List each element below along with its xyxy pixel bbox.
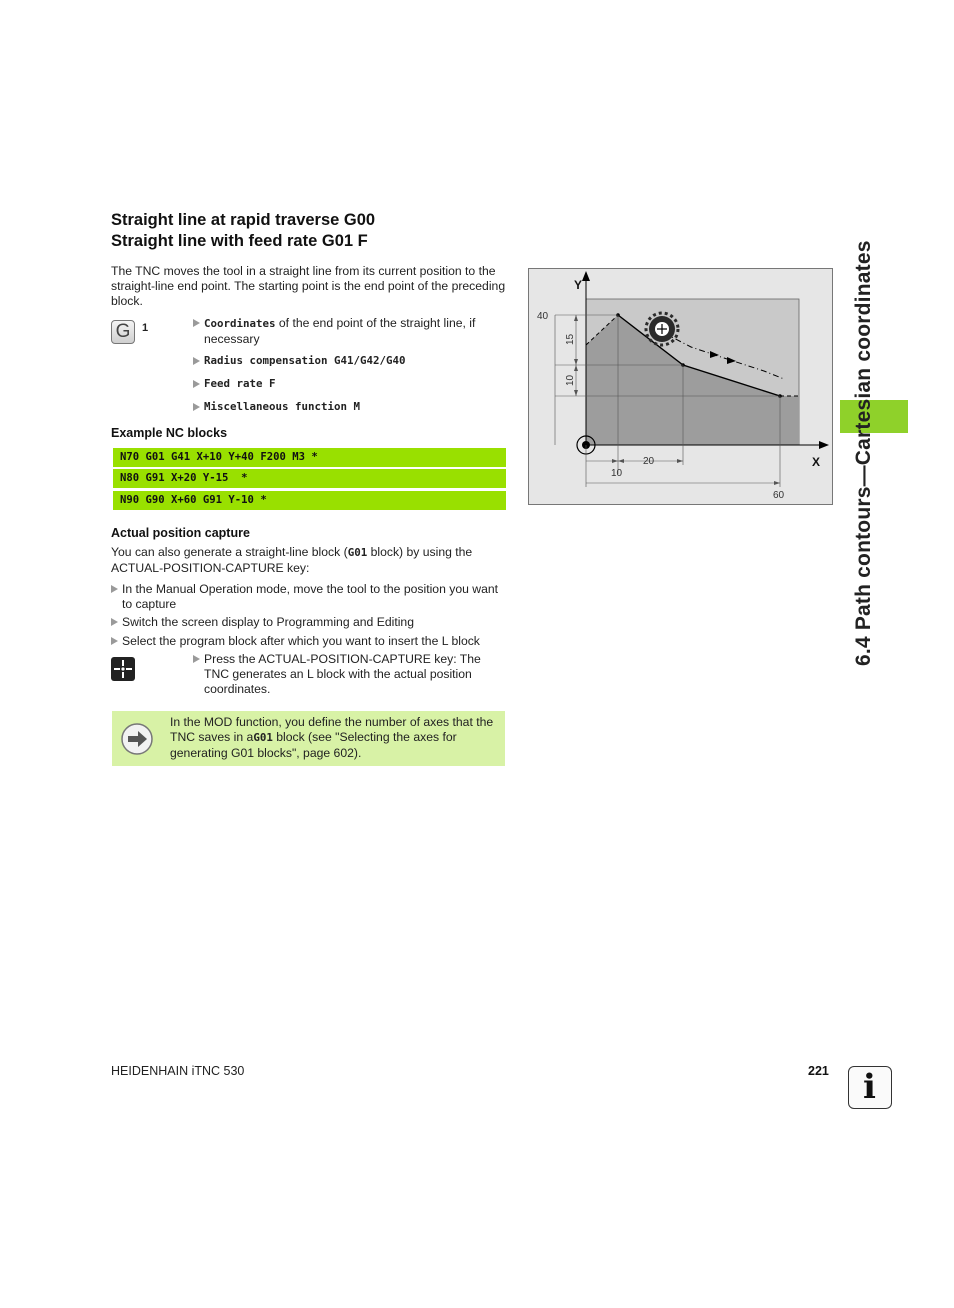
dim-60: 60 (773, 490, 785, 501)
bullet-arrow-icon (193, 403, 200, 411)
param-code: Radius compensation G41/G42/G40 (204, 354, 406, 367)
actual-position-capture-key-icon (111, 657, 135, 681)
note-box (112, 711, 505, 766)
note-text-code: G01 (253, 730, 273, 744)
capture-step (111, 634, 521, 649)
footer-product: HEIDENHAIN iTNC 530 (111, 1064, 245, 1078)
param-misc-function (193, 400, 360, 415)
param-radius-compensation (193, 354, 406, 369)
capture-key-step (193, 652, 498, 696)
capture-heading: Actual position capture (111, 526, 250, 540)
param-code: Coordinates (204, 317, 276, 330)
bullet-arrow-icon (111, 618, 118, 626)
param-text: of the end point of the straight line, if necessary (204, 316, 476, 346)
example-heading: Example NC blocks (111, 426, 228, 440)
capture-intro (111, 545, 506, 576)
dim-10-vertical: 10 (565, 374, 576, 386)
nc-block: N90 G90 X+60 G91 Y-10 * (113, 491, 506, 510)
param-code: Miscellaneous function M (204, 400, 361, 413)
capture-key-step-text: Press the ACTUAL-POSITION-CAPTURE key: The TNC generates an L block with the actual position coordinates. (204, 652, 481, 696)
nc-block: N70 G01 G41 X+10 Y+40 F200 M3 * (113, 448, 506, 467)
param-feed-rate (193, 377, 276, 392)
note-text-a: In the MOD function, you define the number of axes that the TNC saves in a (170, 715, 494, 744)
contour-diagram (529, 269, 834, 506)
capture-intro-b: block) by using the ACTUAL-POSITION-CAPTURE key: (111, 545, 473, 575)
nc-block: N80 G91 X+20 Y-15 * (113, 469, 506, 488)
contour-figure (528, 268, 833, 505)
info-icon-glyph: i (863, 1067, 876, 1107)
section-title: Straight line at rapid traverse G00 (111, 211, 376, 229)
capture-intro-a: You can also generate a straight-line block ( (111, 545, 348, 559)
note-text (170, 715, 500, 760)
chapter-side-title: 6.4 Path contours—Cartesian coordinates (852, 240, 875, 666)
capture-step (111, 582, 511, 612)
x-axis-label: X (812, 455, 821, 469)
info-icon (848, 1066, 892, 1109)
param-coordinates (193, 316, 493, 347)
dim-40: 40 (537, 311, 549, 322)
arrow-right-icon (120, 722, 154, 756)
bullet-arrow-icon (111, 585, 118, 593)
g-key-label: G (115, 321, 131, 342)
dim-10-horizontal: 10 (611, 468, 623, 479)
bullet-arrow-icon (193, 655, 200, 663)
crosshair-icon (111, 657, 135, 681)
capture-step-text: In the Manual Operation mode, move the tool to the position you want to capture (122, 582, 499, 611)
bullet-arrow-icon (193, 319, 200, 327)
bullet-arrow-icon (111, 637, 118, 645)
g-key-index: 1 (142, 322, 149, 334)
dim-15: 15 (565, 333, 576, 345)
intro-paragraph: The TNC moves the tool in a straight line from its current position to the straight-line end point. The starting point is the end point of the preceding block. (111, 264, 506, 308)
dim-20: 20 (643, 456, 655, 467)
y-axis-label: Y (574, 278, 583, 292)
section-subtitle: Straight line with feed rate G01 F (111, 232, 368, 250)
capture-intro-code: G01 (347, 546, 368, 559)
capture-step-text: Switch the screen display to Programming and Editing (122, 615, 414, 629)
page-number: 221 (808, 1064, 829, 1078)
capture-step-text: Select the program block after which you want to insert the L block (122, 634, 480, 648)
g-key-icon (111, 320, 135, 344)
bullet-arrow-icon (193, 357, 200, 365)
capture-step (111, 615, 511, 630)
note-text-b: block (see "Selecting the axes for generating G01 blocks", page 602). (170, 729, 457, 760)
bullet-arrow-icon (193, 380, 200, 388)
param-code: Feed rate F (204, 377, 276, 390)
